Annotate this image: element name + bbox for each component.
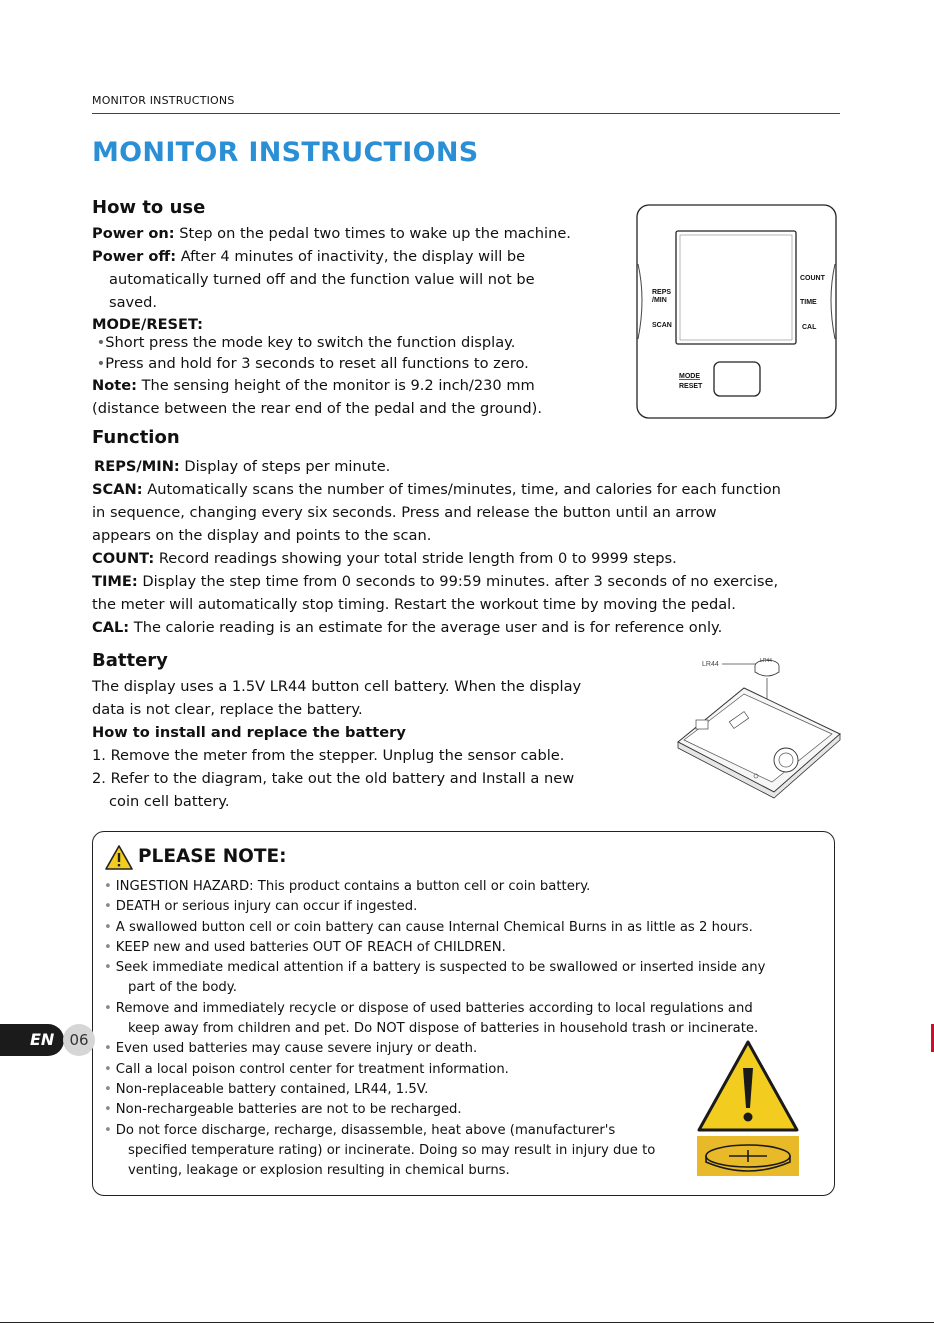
time-text: Display the step time from 0 seconds to 99:59 minutes. after 3 seconds of no exercise, xyxy=(137,573,779,590)
note-list-item xyxy=(104,1039,765,1059)
power-off-line-3: saved. xyxy=(109,294,158,311)
time-line xyxy=(92,570,781,593)
page-number: 06 xyxy=(63,1024,95,1056)
bullet-icon: • xyxy=(104,899,112,915)
time-label: TIME xyxy=(800,299,817,306)
note-item-continuation: specified temperature rating) or incinerate. Doing so may result in injury due to xyxy=(128,1142,656,1158)
note-list-item xyxy=(104,1100,765,1120)
battery-section xyxy=(92,675,581,813)
mode-label: MODE xyxy=(679,373,700,380)
note-item-text: Remove and immediately recycle or dispose of used batteries according to local regulations and xyxy=(115,1000,753,1016)
bullet-icon: • xyxy=(104,879,112,894)
header-rule xyxy=(92,113,840,114)
reset-label: RESET xyxy=(679,383,703,390)
note-item-text: A swallowed button cell or coin battery can cause Internal Chemical Burns in as little as 2 hours. xyxy=(115,919,753,935)
page-title: MONITOR INSTRUCTIONS xyxy=(92,137,479,168)
note-list-item xyxy=(104,1121,765,1182)
cal-label-text: CAL: xyxy=(92,619,130,636)
scan-label-text: SCAN: xyxy=(92,481,143,498)
bullet-icon: • xyxy=(104,1061,112,1077)
note-item-text: Call a local poison control center for treatment information. xyxy=(115,1061,509,1077)
mode-bullet-2: •Press and hold for 3 seconds to reset all functions to zero. xyxy=(92,355,529,372)
bullet-icon: • xyxy=(104,1041,112,1057)
note-list-item xyxy=(104,999,765,1040)
time-label-text: TIME: xyxy=(92,573,138,590)
bullet-icon: • xyxy=(104,960,112,976)
install-step-1: 1. Remove the meter from the stepper. Unplug the sensor cable. xyxy=(92,747,565,764)
note-list-item xyxy=(104,918,765,938)
mode-bullet-1: •Short press the mode key to switch the function display. xyxy=(92,334,516,351)
note-line-2: (distance between the rear end of the pedal and the ground). xyxy=(92,400,542,417)
note-label: Note: xyxy=(92,377,137,394)
note-item-text: Seek immediate medical attention if a battery is suspected to be swallowed or inserted inside any xyxy=(115,960,766,976)
note-item-text: DEATH or serious injury can occur if ingested. xyxy=(115,899,418,915)
note-list-item xyxy=(104,1060,765,1080)
note-item-text: Do not force discharge, recharge, disassemble, heat above (manufacturer's xyxy=(115,1122,616,1138)
note-item-text: Non-replaceable battery contained, LR44, 1.5V. xyxy=(115,1081,429,1097)
scan-label: SCAN xyxy=(652,322,672,329)
count-line xyxy=(92,547,781,570)
scan-line xyxy=(92,478,781,501)
note-list-item xyxy=(104,958,765,999)
how-to-use-heading: How to use xyxy=(92,197,206,218)
bullet-icon: • xyxy=(104,919,112,935)
power-off-label: Power off: xyxy=(92,248,177,265)
battery-warning-icon xyxy=(697,1040,799,1176)
min-label: /MIN xyxy=(652,297,667,304)
warning-icon xyxy=(104,844,134,871)
language-label: EN xyxy=(30,1030,55,1049)
note-item-text: Even used batteries may cause severe injury or death. xyxy=(115,1041,478,1057)
power-on-line xyxy=(92,222,571,245)
note-item-text: KEEP new and used batteries OUT OF REACH of CHILDREN. xyxy=(115,939,506,955)
battery-diagram-label: LR44 xyxy=(702,661,719,668)
note-item-text: Non-rechargeable batteries are not to be recharged. xyxy=(115,1102,462,1118)
note-text: The sensing height of the monitor is 9.2 inch/230 mm xyxy=(136,377,535,394)
note-list-item xyxy=(104,877,765,897)
note-list-item xyxy=(104,938,765,958)
note-item-continuation: part of the body. xyxy=(128,980,237,996)
time-line-2: the meter will automatically stop timing. Restart the workout time by moving the pedal. xyxy=(92,596,736,613)
count-text: Record readings showing your total stride length from 0 to 9999 steps. xyxy=(154,550,677,567)
function-heading: Function xyxy=(92,427,180,448)
install-heading: How to install and replace the battery xyxy=(92,724,406,741)
note-list-item xyxy=(104,897,765,917)
bullet-icon: • xyxy=(104,939,112,955)
power-on-text: Step on the pedal two times to wake up the machine. xyxy=(174,225,571,242)
function-section xyxy=(92,455,781,639)
note-item-continuation: venting, leakage or explosion resulting in chemical burns. xyxy=(128,1163,510,1179)
note-list-item xyxy=(104,1080,765,1100)
count-label-text: COUNT: xyxy=(92,550,155,567)
note-line xyxy=(92,374,571,397)
battery-diagram xyxy=(670,650,845,800)
mode-reset-label-text: MODE/RESET: xyxy=(92,316,204,333)
scan-text: Automatically scans the number of times/minutes, time, and calories for each function xyxy=(142,481,781,498)
battery-text-2: data is not clear, replace the battery. xyxy=(92,701,363,718)
reps-label: REPS xyxy=(652,289,672,296)
power-off-line xyxy=(92,245,571,268)
mode-bullet-2-text: Press and hold for 3 seconds to reset all functions to zero. xyxy=(105,355,529,372)
count-label: COUNT xyxy=(800,275,825,282)
cal-label: CAL xyxy=(802,324,817,331)
power-off-text: After 4 minutes of inactivity, the display will be xyxy=(176,248,526,265)
install-step-2: 2. Refer to the diagram, take out the old battery and Install a new xyxy=(92,770,575,787)
bullet-icon: • xyxy=(104,1122,112,1138)
please-note-list xyxy=(104,877,765,1181)
mode-bullet-1-text: Short press the mode key to switch the function display. xyxy=(105,334,516,351)
reps-min-label: REPS/MIN: xyxy=(94,458,180,475)
battery-text-1: The display uses a 1.5V LR44 button cell battery. When the display xyxy=(92,678,582,695)
cal-line xyxy=(92,616,781,639)
cal-text: The calorie reading is an estimate for the average user and is for reference only. xyxy=(129,619,723,636)
power-on-label: Power on: xyxy=(92,225,175,242)
bullet-icon: • xyxy=(104,1081,112,1097)
mode-reset-button xyxy=(714,362,760,396)
bullet-icon: • xyxy=(104,1102,112,1118)
coin-label: LR44 xyxy=(760,658,772,664)
how-to-use-section xyxy=(92,222,571,420)
power-off-line-2: automatically turned off and the function value will not be xyxy=(109,271,535,288)
note-item-continuation: keep away from children and pet. Do NOT dispose of batteries in household trash or incinerate. xyxy=(128,1021,759,1037)
scan-line-2: in sequence, changing every six seconds. Press and release the button until an arrow xyxy=(92,504,717,521)
monitor-diagram xyxy=(636,204,838,420)
install-step-2b: coin cell battery. xyxy=(109,793,230,810)
scan-line-3: appears on the display and points to the scan. xyxy=(92,527,432,544)
reps-min-text: Display of steps per minute. xyxy=(179,458,391,475)
note-item-text: INGESTION HAZARD: This product contains a button cell or coin battery. xyxy=(115,879,591,894)
bullet-icon: • xyxy=(104,1000,112,1016)
reps-line xyxy=(92,455,781,478)
battery-heading: Battery xyxy=(92,650,168,671)
running-header: MONITOR INSTRUCTIONS xyxy=(92,94,235,107)
please-note-heading: PLEASE NOTE: xyxy=(138,846,287,867)
